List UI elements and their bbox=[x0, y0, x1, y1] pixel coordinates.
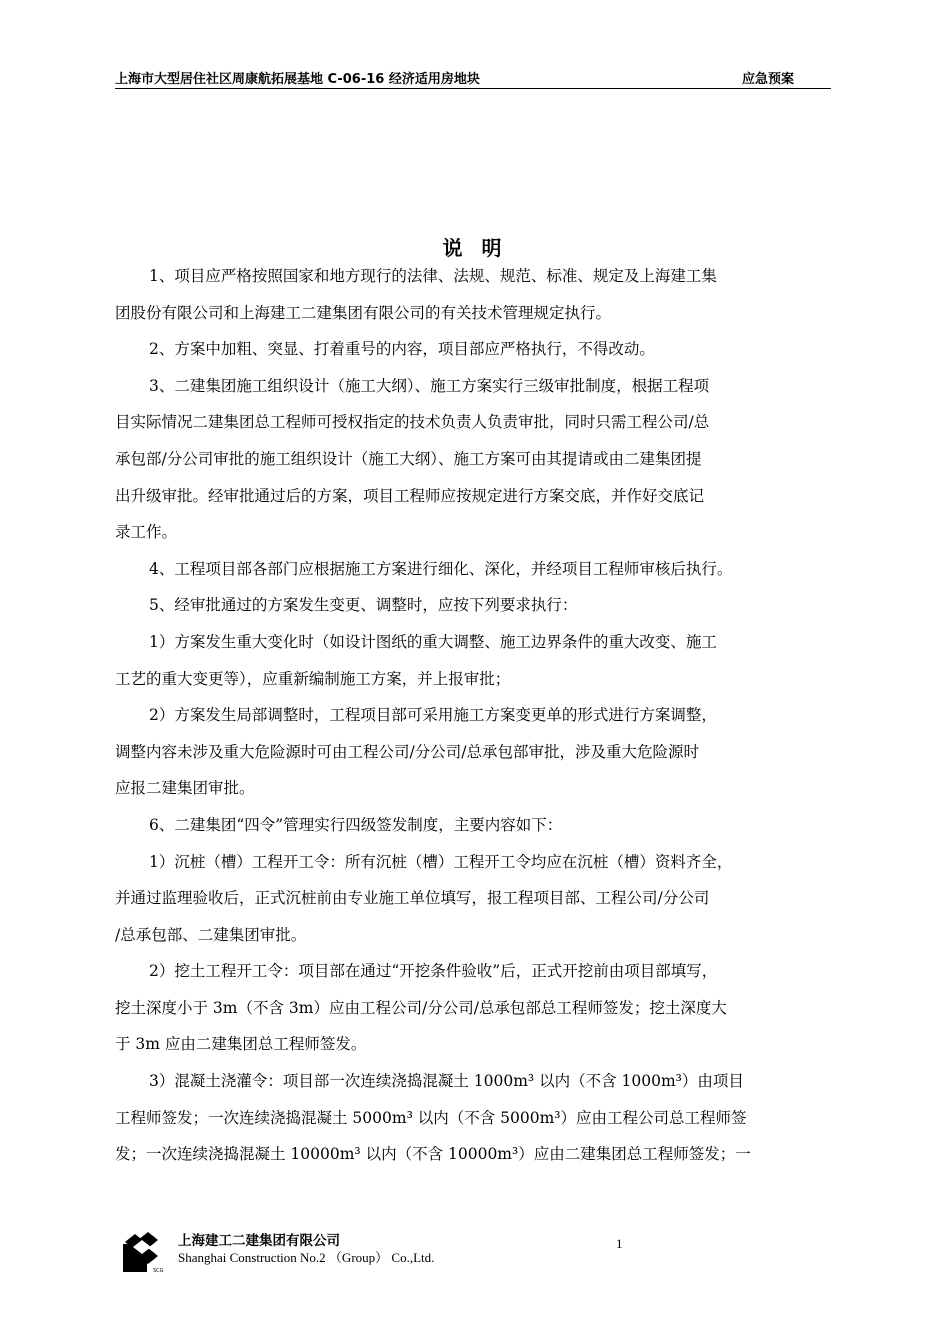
footer-company-name: 上海建工二建集团有限公司 bbox=[178, 1233, 340, 1249]
page-number: 1 bbox=[616, 1236, 623, 1251]
header-document-type: 应急预案 bbox=[742, 72, 795, 87]
body-text-line: 2）挖土工程开工令：项目部在通过“开挖条件验收”后，正式开挖前由项目部填写， bbox=[149, 962, 718, 981]
body-text-line: 团股份有限公司和上海建工二建集团有限公司的有关技术管理规定执行。 bbox=[115, 303, 612, 322]
body-text-line: 5、经审批通过的方案发生变更、调整时，应按下列要求执行： bbox=[149, 596, 578, 615]
body-text-line: 目实际情况二建集团总工程师可授权指定的技术负责人负责审批，同时只需工程公司/总 bbox=[115, 413, 710, 432]
body-text-line: 3）混凝土浇灌令：项目部一次连续浇捣混凝土 1000m³ 以内（不含 1000m³）由项目 bbox=[149, 1072, 744, 1091]
body-text-line: 于 3m 应由二建集团总工程师签发。 bbox=[115, 1035, 367, 1054]
page-header bbox=[115, 66, 831, 89]
body-text-line: 并通过监理验收后，正式沉桩前由专业施工单位填写，报工程项目部、工程公司/分公司 bbox=[115, 889, 710, 908]
body-text-line: 1）方案发生重大变化时（如设计图纸的重大调整、施工边界条件的重大改变、施工 bbox=[149, 632, 717, 651]
body-text-line: 承包部/分公司审批的施工组织设计（施工大纲）、施工方案可由其提请或由二建集团提 bbox=[115, 449, 702, 468]
body-text-line: 2、方案中加粗、突显、打着重号的内容，项目部应严格执行，不得改动。 bbox=[149, 340, 655, 359]
body-text-line: 3、二建集团施工组织设计（施工大纲）、施工方案实行三级审批制度，根据工程项 bbox=[149, 376, 710, 395]
document-body bbox=[115, 258, 860, 1173]
body-text-line: 4、工程项目部各部门应根据施工方案进行细化、深化，并经项目工程师审核后执行。 bbox=[149, 559, 733, 578]
footer-company-name-en: Shanghai Construction No.2 （Group） Co.,Ltd. bbox=[178, 1250, 435, 1265]
body-text-line: 工艺的重大变更等），应重新编制施工方案，并上报审批； bbox=[115, 669, 511, 688]
body-text-line: 录工作。 bbox=[115, 523, 178, 542]
body-text-line: 发；一次连续浇捣混凝土 10000m³ 以内（不含 10000m³）应由二建集团总工程师签发；一 bbox=[115, 1145, 751, 1164]
body-text-line: 6、二建集团“四令”管理实行四级签发制度，主要内容如下： bbox=[149, 815, 563, 834]
body-text-line: /总承包部、二建集团审批。 bbox=[115, 925, 307, 944]
body-text-line: 工程师签发；一次连续浇捣混凝土 5000m³ 以内（不含 5000m³）应由工程公司总工程师签 bbox=[115, 1108, 747, 1127]
body-text-line: 调整内容未涉及重大危险源时可由工程公司/分公司/总承包部审批，涉及重大危险源时 bbox=[115, 742, 699, 761]
body-text-line: 出升级审批。经审批通过后的方案，项目工程师应按规定进行方案交底，并作好交底记 bbox=[115, 486, 705, 505]
header-project-title: 上海市大型居住社区周康航拓展基地 C-06-16 经济适用房地块 bbox=[115, 72, 480, 87]
body-text-line: 1）沉桩（槽）工程开工令：所有沉桩（槽）工程开工令均应在沉桩（槽）资料齐全， bbox=[149, 852, 733, 871]
body-text-line: 2）方案发生局部调整时，工程项目部可采用施工方案变更单的形式进行方案调整， bbox=[149, 706, 717, 725]
body-text-line: 1、项目应严格按照国家和地方现行的法律、法规、规范、标准、规定及上海建工集 bbox=[149, 267, 717, 285]
company-logo bbox=[121, 1228, 164, 1274]
page-title: 说 明 bbox=[442, 236, 508, 260]
logo-mark: SCG bbox=[153, 1268, 164, 1274]
body-text-line: 应报二建集团审批。 bbox=[115, 779, 255, 798]
body-text-line: 挖土深度小于 3m（不含 3m）应由工程公司/分公司/总承包部总工程师签发；挖土深度大 bbox=[115, 998, 727, 1017]
